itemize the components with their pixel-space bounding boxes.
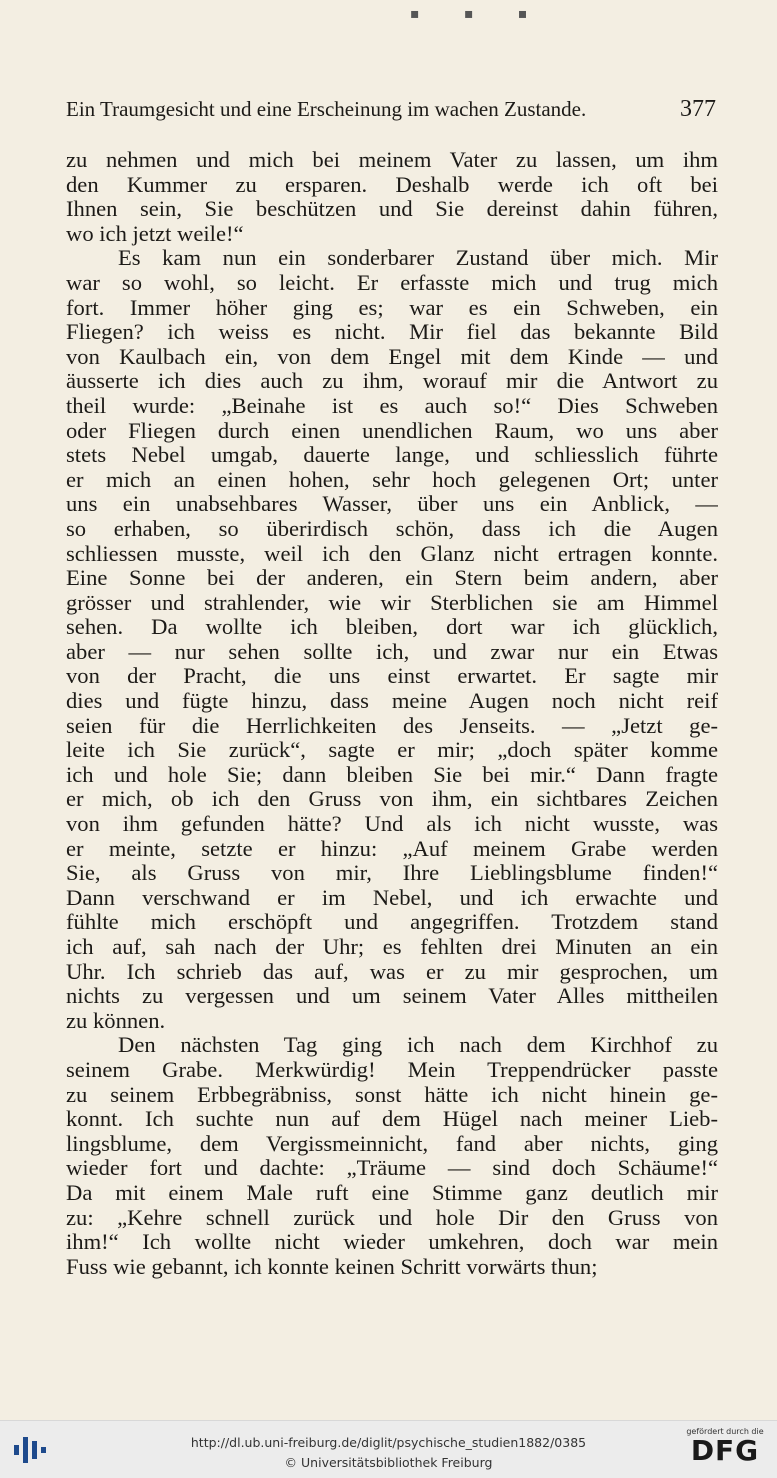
text-line: er mich, ob ich den Gruss von ihm, ein sichtbares Zeichen bbox=[66, 787, 718, 812]
text-line: fort. Immer höher ging es; war es ein Schweben, ein bbox=[66, 295, 718, 320]
text-line: Sie, als Gruss von mir, Ihre Lieblingsblume finden!“ bbox=[66, 861, 718, 886]
text-line: er mich an einen hohen, sehr hoch gelegenen Ort; unter bbox=[66, 467, 718, 492]
text-line: grösser und strahlender, wie wir Sterblichen sie am Himmel bbox=[66, 590, 718, 615]
body-text bbox=[66, 148, 718, 1279]
text-line: wieder fort und dachte: „Träume — sind doch Schäume!“ bbox=[66, 1156, 718, 1181]
text-line: zu seinem Erbbegräbniss, sonst hätte ich nicht hinein ge- bbox=[66, 1082, 718, 1107]
text-line: seinem Grabe. Merkwürdig! Mein Treppendrücker passte bbox=[66, 1057, 718, 1082]
text-line: äusserte ich dies auch zu ihm, worauf mir die Antwort zu bbox=[66, 369, 718, 394]
text-line: seien für die Herrlichkeiten des Jenseits. — „Jetzt ge- bbox=[66, 713, 718, 738]
text-line: aber — nur sehen sollte ich, und zwar nur ein Etwas bbox=[66, 639, 718, 664]
text-line: uns ein unabsehbares Wasser, über uns ein Anblick, — bbox=[66, 492, 718, 517]
text-line: fühlte mich erschöpft und angegriffen. Trotzdem stand bbox=[66, 910, 718, 935]
text-line: zu: „Kehre schnell zurück und hole Dir den Gruss von bbox=[66, 1205, 718, 1230]
text-line: wo ich jetzt weile!“ bbox=[66, 221, 244, 246]
dfg-logo-text: DFG bbox=[690, 1434, 760, 1467]
text-line: ihm!“ Ich wollte nicht wieder umkehren, doch war mein bbox=[66, 1230, 718, 1255]
dfg-logo[interactable] bbox=[685, 1427, 765, 1466]
text-line: Eine Sonne bei der anderen, ein Stern beim andern, aber bbox=[66, 566, 718, 591]
text-line: ich auf, sah nach der Uhr; es fehlten drei Minuten an ein bbox=[66, 935, 718, 959]
text-line: so erhaben, so überirdisch schön, dass ich die Augen bbox=[66, 516, 718, 541]
text-line: oder Fliegen durch einen unendlichen Raum, wo uns aber bbox=[66, 418, 718, 443]
text-line: zu können. bbox=[66, 1008, 166, 1033]
text-line: von Kaulbach ein, von dem Engel mit dem Kinde — und bbox=[66, 344, 718, 369]
text-line: Dann verschwand er im Nebel, und ich erwachte und bbox=[66, 885, 718, 910]
copyright-notice: © Universitätsbibliothek Freiburg bbox=[284, 1455, 493, 1470]
running-title: Ein Traumgesicht und eine Erscheinung im wachen Zustande. bbox=[66, 97, 587, 121]
text-line: zu nehmen und mich bei meinem Vater zu lassen, um ihm bbox=[66, 148, 718, 172]
text-line: von der Pracht, die uns einst erwartet. Er sagte mir bbox=[66, 664, 718, 689]
text-line: leite ich Sie zurück“, sagte er mir; „doch später komme bbox=[66, 738, 718, 763]
text-line: Es kam nun ein sonderbarer Zustand über mich. Mir bbox=[118, 246, 718, 271]
text-line: Fliegen? ich weiss es nicht. Mir fiel das bekannte Bild bbox=[66, 320, 718, 345]
text-line: sehen. Da wollte ich bleiben, dort war ich glücklich, bbox=[66, 615, 718, 640]
text-line: Uhr. Ich schrieb das auf, was er zu mir gesprochen, um bbox=[66, 959, 718, 984]
text-line: er meinte, setzte er hinzu: „Auf meinem Grabe werden bbox=[66, 836, 718, 861]
text-line: schliessen musste, weil ich den Glanz nicht ertragen konnte. bbox=[66, 541, 718, 566]
text-line: war so wohl, so leicht. Er erfasste mich und trug mich bbox=[66, 270, 718, 295]
dfg-funding-label: gefördert durch die bbox=[686, 1427, 764, 1436]
text-line: lingsblume, dem Vergissmeinnicht, fand aber nichts, ging bbox=[66, 1131, 718, 1156]
page-number: 377 bbox=[680, 96, 716, 122]
text-line: theil wurde: „Beinahe ist es auch so!“ Dies Schweben bbox=[66, 393, 718, 418]
text-line: dies und fügte hinzu, dass meine Augen noch nicht reif bbox=[66, 689, 718, 714]
source-url-link[interactable]: http://dl.ub.uni-freiburg.de/diglit/psychische_studien1882/0385 bbox=[190, 1435, 587, 1450]
text-line: nichts zu vergessen und um seinem Vater Alles mittheilen bbox=[66, 984, 718, 1009]
text-line: Den nächsten Tag ging ich nach dem Kirchhof zu bbox=[118, 1033, 718, 1058]
text-line: den Kummer zu ersparen. Deshalb werde ich oft bei bbox=[66, 172, 718, 197]
text-line: stets Nebel umgab, dauerte lange, und schliesslich führte bbox=[66, 443, 718, 468]
text-line: Ihnen sein, Sie beschützen und Sie dereinst dahin führen, bbox=[66, 197, 718, 222]
viewer-footer bbox=[0, 1420, 777, 1478]
text-line: Da mit einem Male ruft eine Stimme ganz deutlich mir bbox=[66, 1180, 718, 1205]
running-header bbox=[66, 96, 716, 123]
text-line: konnt. Ich suchte nun auf dem Hügel nach meiner Lieb- bbox=[66, 1107, 718, 1132]
text-line: ich und hole Sie; dann bleiben Sie bei mir.“ Dann fragte bbox=[66, 762, 718, 787]
page-edge-marks: ▪ ▪ ▪ bbox=[410, 6, 548, 22]
text-line: von ihm gefunden hätte? Und als ich nicht wusste, was bbox=[66, 812, 718, 837]
text-line: Fuss wie gebannt, ich konnte keinen Schritt vorwärts thun; bbox=[66, 1254, 598, 1279]
